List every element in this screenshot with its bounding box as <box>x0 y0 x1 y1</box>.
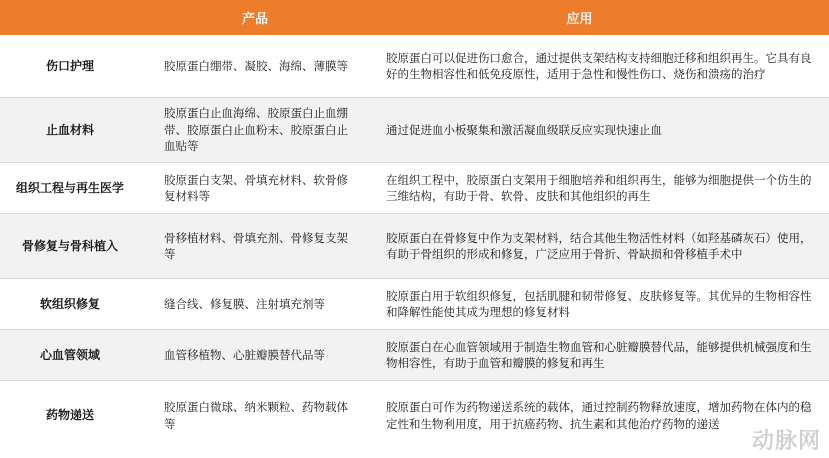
row-category: 心血管领域 <box>39 347 100 362</box>
row-category: 软组织修复 <box>39 296 100 311</box>
table-row <box>0 214 829 279</box>
table-row <box>0 279 829 330</box>
row-product: 胶原蛋白止血海绵、胶原蛋白止血绷带、胶原蛋白止血粉末、胶原蛋白止血贴等 <box>164 106 348 154</box>
header-application: 应用 <box>566 12 593 27</box>
row-category: 伤口护理 <box>45 58 94 73</box>
row-application: 胶原蛋白在心血管领域用于制造生物血管和心脏瓣膜替代品，能够提供机械强度和生物相容性，有助于血管和瓣膜的修复和再生 <box>386 339 812 370</box>
row-category: 止血材料 <box>45 122 94 137</box>
row-product: 血管移植物、心脏瓣膜替代品等 <box>164 347 325 362</box>
row-application: 胶原蛋白用于软组织修复，包括肌腱和韧带修复、皮肤修复等。其优异的生物相容性和降解性能使其成为理想的修复材料 <box>386 288 812 319</box>
row-product: 胶原蛋白绷带、凝胶、海绵、薄膜等 <box>164 58 348 73</box>
row-product: 胶原蛋白微球、纳米颗粒、药物载体等 <box>164 400 348 431</box>
row-application: 胶原蛋白可作为药物递送系统的载体，通过控制药物释放速度，增加药物在体内的稳定性和生物利用度，用于抗癌药物、抗生素和其他治疗药物的递送 <box>386 400 812 431</box>
table-row <box>0 381 829 450</box>
header-product: 产品 <box>241 12 268 27</box>
table-row <box>0 163 829 214</box>
table-row <box>0 330 829 381</box>
watermark-logo: 动脉网 <box>751 429 821 454</box>
row-category: 骨修复与骨科植入 <box>21 238 118 253</box>
row-application: 胶原蛋白可以促进伤口愈合，通过提供支架结构支持细胞迁移和组织再生。它具有良好的生物相容性和低免疫原性，适用于急性和慢性伤口、烧伤和溃疡的治疗 <box>386 50 812 81</box>
row-product: 胶原蛋白支架、骨填充材料、软骨修复材料等 <box>164 172 348 203</box>
table-row <box>0 98 829 163</box>
row-application: 在组织工程中，胶原蛋白支架用于细胞培养和组织再生，能够为细胞提供一个仿生的三维结构，有助于骨、软骨、皮肤和其他组织的再生 <box>386 172 812 203</box>
row-application: 胶原蛋白在骨修复中作为支架材料，结合其他生物活性材料（如羟基磷灰石）使用，有助于骨组织的形成和修复，广泛应用于骨折、骨缺损和骨移植手术中 <box>386 230 812 261</box>
table-row <box>0 35 829 98</box>
row-application: 通过促进血小板聚集和激活凝血级联反应实现快速止血 <box>386 122 662 137</box>
row-category: 组织工程与再生医学 <box>15 180 124 195</box>
row-product: 缝合线、修复膜、注射填充剂等 <box>164 296 325 311</box>
table-header <box>0 0 829 35</box>
row-product: 骨移植材料、骨填充剂、骨修复支架等 <box>164 230 348 261</box>
row-category: 药物递送 <box>45 408 94 423</box>
